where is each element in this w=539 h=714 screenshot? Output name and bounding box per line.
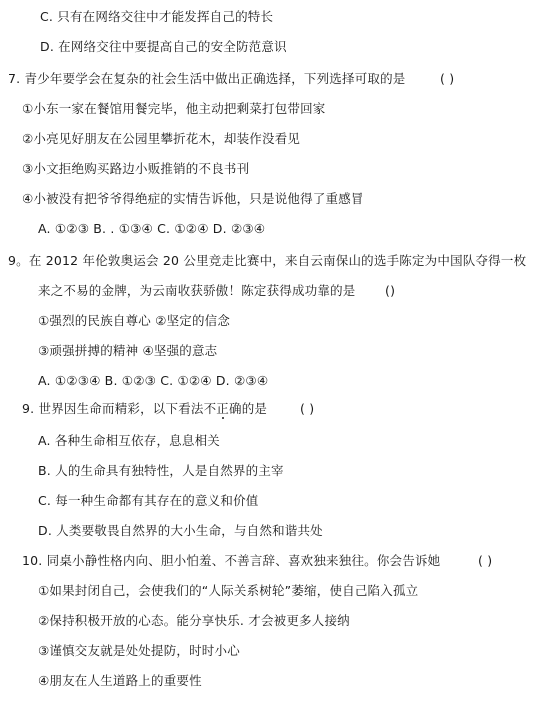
q9-stem-line1: 9。在 2012 年伦敦奥运会 20 公里竞走比赛中，来自云南保山的选手陈定为中国队夺得一枚 [8, 253, 527, 268]
q7-item-2: ②小亮见好朋友在公园里攀折花木，却装作没看见 [22, 131, 301, 146]
q7-stem [8, 70, 406, 88]
q9-choices: A. ①②③④ B. ①②③ C. ①②④ D. ②③④ [38, 373, 269, 388]
q9b-stem-emphasis: 不正确 [203, 401, 242, 416]
q9b-option-a: A. 各种生命相互依存，息息相关 [38, 433, 220, 448]
q7-item-3: ③小文拒绝购买路边小贩推销的不良书刊 [22, 161, 250, 176]
q10-item-4: ④朋友在人生道路上的重要性 [38, 673, 202, 688]
q9b-stem-text-c: 的是 [241, 401, 268, 416]
q9b-option-c: C. 每一种生命都有其存在的意义和价值 [38, 493, 259, 508]
q7-item-4: ④小被没有把爷爷得绝症的实情告诉他，只是说他得了重感冒 [22, 191, 364, 206]
q10-item-3: ③谨慎交友就是处处提防，时时小心 [38, 643, 240, 658]
q9b-answer-paren: ( ) [300, 401, 315, 416]
q9b-option-d: D. 人类要敬畏自然界的大小生命，与自然和谐共处 [38, 523, 323, 538]
q9b-stem-text-a: 9. 世界因生命而精彩，以下看法 [22, 401, 204, 416]
q10-item-2: ②保持积极开放的心态。能分享快乐. 才会被更多人接纳 [38, 613, 350, 628]
q10-item-1: ①如果封闭自己，会使我们的“人际关系树轮”萎缩，使自己陷入孤立 [38, 583, 419, 598]
q9-items-row1: ①强烈的民族自尊心 ②坚定的信念 [38, 313, 231, 328]
q9-stem-line2: 来之不易的金牌，为云南收获骄傲！陈定获得成功靠的是 [38, 283, 356, 298]
q9b-stem [22, 400, 267, 418]
q10-answer-paren: ( ) [478, 553, 493, 568]
q9-items-row2: ③顽强拼搏的精神 ④坚强的意志 [38, 343, 218, 358]
q9b-option-b: B. 人的生命具有独特性，人是自然界的主宰 [38, 463, 284, 478]
q6-option-c: C. 只有在网络交往中才能发挥自己的特长 [40, 9, 274, 24]
q7-stem-text: 7. 青少年要学会在复杂的社会生活中做出正确选择，下列选择可取的是 [8, 71, 406, 86]
q7-answer-paren: ( ) [440, 71, 455, 86]
q10-stem: 10. 同桌小静性格内向、胆小怕羞、不善言辞、喜欢独来独往。你会告诉她 [22, 553, 441, 568]
q9-answer-paren: () [385, 283, 396, 298]
q7-item-1: ①小东一家在餐馆用餐完毕，他主动把剩菜打包带回家 [22, 101, 326, 116]
q7-choices: A. ①②③ B. . ①③④ C. ①②④ D. ②③④ [38, 221, 266, 236]
q6-option-d: D. 在网络交往中要提高自己的安全防范意识 [40, 39, 287, 54]
